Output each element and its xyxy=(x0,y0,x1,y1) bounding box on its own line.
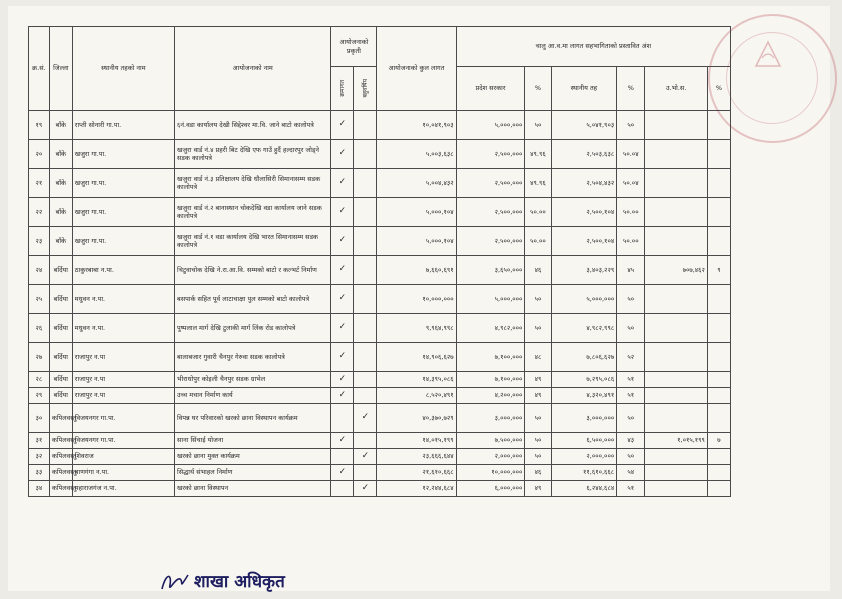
consumer-percent-cell xyxy=(707,465,730,481)
district-cell: कपिलवस्तु xyxy=(49,465,72,481)
project-name-cell: खजुरा वार्ड नं.१ वडा कार्यालय देखि भारत सिमानासम्म सडक कालोपत्रे xyxy=(175,227,331,256)
province-share-cell: ५,०००,००० xyxy=(456,285,525,314)
province-percent-cell: ४६ xyxy=(525,256,551,285)
consumer-percent-cell xyxy=(707,314,730,343)
nature-new-tick: ✓ xyxy=(331,314,354,343)
total-cost-cell: ४०,३७०,७२९ xyxy=(377,404,456,433)
nature-new-tick: ✓ xyxy=(331,285,354,314)
consumer-percent-cell xyxy=(707,343,730,372)
signature-scribble xyxy=(158,569,192,595)
local-share-cell: ६,२४४,६८४ xyxy=(551,481,617,497)
local-percent-cell: ५०.०० xyxy=(617,227,645,256)
province-percent-cell: ४९ xyxy=(525,481,551,497)
nature-multiyear-tick xyxy=(354,343,377,372)
province-percent-cell: ५० xyxy=(525,404,551,433)
table-row xyxy=(29,256,731,285)
local-level-cell: खजुरा गा.पा. xyxy=(72,140,174,169)
emblem-icon xyxy=(748,36,788,76)
province-share-cell: ४,२००,००० xyxy=(456,388,525,404)
province-share-cell: ३,६५०,००० xyxy=(456,256,525,285)
header-serial-number: क्र.सं. xyxy=(29,27,50,111)
serial-cell: २८ xyxy=(29,372,50,388)
local-level-cell: खजुरा गा.पा. xyxy=(72,227,174,256)
consumer-percent-cell xyxy=(707,111,730,140)
table-row xyxy=(29,433,731,449)
nature-new-tick: ✓ xyxy=(331,111,354,140)
local-share-cell: ३,४०३,२२९ xyxy=(551,256,617,285)
local-share-cell: २,५००,१०४ xyxy=(551,198,617,227)
province-share-cell: २,५००,००० xyxy=(456,198,525,227)
project-name-cell: खजुरा वार्ड नं.२ बानास्थान चोकदेखि वडा कार्यालय जाने सडक कालोपत्रे xyxy=(175,198,331,227)
nature-multiyear-tick xyxy=(354,227,377,256)
province-share-cell: ५,०००,००० xyxy=(456,111,525,140)
consumer-percent-cell xyxy=(707,140,730,169)
project-name-cell: खजुरा वार्ड नं.४ प्रहरी बिट देखि एफ गाउँ हुदैं हल्दारपुर जोड्ने सडक कालोपत्रे xyxy=(175,140,331,169)
nature-new-tick xyxy=(331,481,354,497)
district-cell: बर्दिया xyxy=(49,285,72,314)
project-name-cell: सिद्धार्थ संभाहल निर्माण xyxy=(175,465,331,481)
header-nature-multiyear: बहुवर्षिय xyxy=(354,67,377,111)
nature-new-tick: ✓ xyxy=(331,388,354,404)
header-local-level: स्थानीय तहको नाम xyxy=(72,27,174,111)
local-share-cell: ११,६१०,६६८ xyxy=(551,465,617,481)
nature-multiyear-tick xyxy=(354,388,377,404)
total-cost-cell: ९,९६४,९९८ xyxy=(377,314,456,343)
local-share-cell: २,५०४,४३२ xyxy=(551,169,617,198)
nature-new-tick: ✓ xyxy=(331,465,354,481)
total-cost-cell: २१,६१०,६६८ xyxy=(377,465,456,481)
nature-new-tick: ✓ xyxy=(331,169,354,198)
province-share-cell: ७,१००,००० xyxy=(456,343,525,372)
total-cost-cell: १०,०४१,९०३ xyxy=(377,111,456,140)
local-share-cell: ३,०००,००० xyxy=(551,404,617,433)
total-cost-cell: ७,६६०,६९१ xyxy=(377,256,456,285)
total-cost-cell: ८,५२०,४९१ xyxy=(377,388,456,404)
local-share-cell: २,०००,००० xyxy=(551,449,617,465)
consumer-share-cell xyxy=(645,111,708,140)
province-percent-cell: ४९.९६ xyxy=(525,169,551,198)
local-percent-cell: ५० xyxy=(617,404,645,433)
header-consumer-percent: % xyxy=(707,67,730,111)
serial-cell: २५ xyxy=(29,285,50,314)
total-cost-cell: १४,९०६,६२७ xyxy=(377,343,456,372)
nature-multiyear-tick xyxy=(354,372,377,388)
local-share-cell: २,५०३,६३८ xyxy=(551,140,617,169)
local-percent-cell: ५४ xyxy=(617,465,645,481)
header-nature-new: क्रमागत xyxy=(331,67,354,111)
nature-multiyear-tick xyxy=(354,111,377,140)
consumer-share-cell xyxy=(645,372,708,388)
nature-new-tick xyxy=(331,449,354,465)
local-percent-cell: ५० xyxy=(617,111,645,140)
district-cell: कपिलवस्तु xyxy=(49,433,72,449)
nature-new-tick: ✓ xyxy=(331,140,354,169)
consumer-percent-cell xyxy=(707,404,730,433)
serial-cell: २७ xyxy=(29,343,50,372)
signature-block xyxy=(158,569,285,599)
district-cell: बर्दिया xyxy=(49,256,72,285)
nature-multiyear-tick xyxy=(354,433,377,449)
local-level-cell: खजुरा गा.पा. xyxy=(72,169,174,198)
nature-new-tick: ✓ xyxy=(331,372,354,388)
province-percent-cell: ५०.०० xyxy=(525,227,551,256)
district-cell: कपिलवस्तु xyxy=(49,449,72,465)
project-name-cell: उच्च मचान निर्माण कार्य xyxy=(175,388,331,404)
serial-cell: ३३ xyxy=(29,465,50,481)
serial-cell: ३० xyxy=(29,404,50,433)
table-row xyxy=(29,481,731,497)
header-project-name: आयोजनाको नाम xyxy=(175,27,331,111)
consumer-percent-cell xyxy=(707,198,730,227)
project-name-cell: खरको छाना विस्थापन xyxy=(175,481,331,497)
nature-multiyear-tick xyxy=(354,140,377,169)
table-row xyxy=(29,404,731,433)
nature-new-tick: ✓ xyxy=(331,433,354,449)
province-share-cell: १०,०००,००० xyxy=(456,465,525,481)
nature-new-tick xyxy=(331,404,354,433)
province-percent-cell: ४९ xyxy=(525,388,551,404)
header-project-nature: आयोजनाको प्रकृती xyxy=(331,27,377,67)
nature-multiyear-tick xyxy=(354,285,377,314)
local-level-cell: राजापुर न.पा xyxy=(72,343,174,372)
serial-cell: ३४ xyxy=(29,481,50,497)
local-share-cell: ७,२९५,०८६ xyxy=(551,372,617,388)
province-share-cell: २,०००,००० xyxy=(456,449,525,465)
table-row xyxy=(29,314,731,343)
consumer-share-cell: ७०७,४६२ xyxy=(645,256,708,285)
nature-multiyear-tick: ✓ xyxy=(354,404,377,433)
consumer-percent-cell xyxy=(707,227,730,256)
header-local-share: स्थानीय तह xyxy=(551,67,617,111)
total-cost-cell: ५,००४,४३२ xyxy=(377,169,456,198)
serial-cell: २६ xyxy=(29,314,50,343)
project-name-cell: पुष्पलाल मार्ग देखि टुलाकी मार्ग लिंक रोड कालोपत्रे xyxy=(175,314,331,343)
district-cell: कपिलवस्तु xyxy=(49,481,72,497)
province-share-cell: २,५००,००० xyxy=(456,140,525,169)
signature-designation: शाखा अधिकृत xyxy=(194,572,285,592)
header-consumer-share: उ.भो.स. xyxy=(645,67,708,111)
table-row xyxy=(29,227,731,256)
local-level-cell: राप्ती सोनारी गा.पा. xyxy=(72,111,174,140)
table-row xyxy=(29,169,731,198)
local-level-cell: मधुवन न.पा. xyxy=(72,314,174,343)
consumer-share-cell xyxy=(645,465,708,481)
table-row xyxy=(29,388,731,404)
total-cost-cell: १४,०१५,१९९ xyxy=(377,433,456,449)
local-share-cell: ४,९८२,९९८ xyxy=(551,314,617,343)
consumer-percent-cell xyxy=(707,169,730,198)
table-row xyxy=(29,449,731,465)
project-name-cell: खरको छाना मुक्त कार्यक्रम xyxy=(175,449,331,465)
province-percent-cell: ४९.९६ xyxy=(525,140,551,169)
project-name-cell: बसपार्क सहित पूर्व लाटाचाक्षा पुल सम्मको बाटो कालोपत्रे xyxy=(175,285,331,314)
district-cell: बर्दिया xyxy=(49,314,72,343)
district-cell: बाँके xyxy=(49,169,72,198)
district-cell: कपिलवस्तु xyxy=(49,404,72,433)
local-share-cell: ७,८०६,६२७ xyxy=(551,343,617,372)
province-share-cell: ४,९८२,००० xyxy=(456,314,525,343)
local-share-cell: ६,५००,००० xyxy=(551,433,617,449)
total-cost-cell: ५,००३,६३८ xyxy=(377,140,456,169)
district-cell: बर्दिया xyxy=(49,372,72,388)
province-percent-cell: ५० xyxy=(525,449,551,465)
total-cost-cell: २३,६६६,६४४ xyxy=(377,449,456,465)
header-district: जिल्ला xyxy=(49,27,72,111)
consumer-share-cell xyxy=(645,169,708,198)
consumer-share-cell xyxy=(645,481,708,497)
serial-cell: २९ xyxy=(29,388,50,404)
project-name-cell: ६नं.वडा कार्यालय देखी सिद्देश्वर मा.वि. जाने बाटो कालोपत्रे xyxy=(175,111,331,140)
province-percent-cell: ५० xyxy=(525,314,551,343)
local-share-cell: २,५००,१०४ xyxy=(551,227,617,256)
nature-new-tick: ✓ xyxy=(331,227,354,256)
district-cell: बाँके xyxy=(49,111,72,140)
total-cost-cell: १०,०००,००० xyxy=(377,285,456,314)
project-name-cell: चिटुवाचोक देखि ने.रा.आ.वि. सम्मको बाटो र कल्भर्ट निर्माण xyxy=(175,256,331,285)
serial-cell: २३ xyxy=(29,227,50,256)
local-percent-cell: ५०.०४ xyxy=(617,140,645,169)
local-share-cell: ४,३२०,४९१ xyxy=(551,388,617,404)
nature-multiyear-tick xyxy=(354,256,377,285)
province-share-cell: २,५००,००० xyxy=(456,227,525,256)
consumer-share-cell xyxy=(645,285,708,314)
serial-cell: २१ xyxy=(29,169,50,198)
header-province-share: प्रदेश सरकार xyxy=(456,67,525,111)
serial-cell: २४ xyxy=(29,256,50,285)
total-cost-cell: १४,३९५,०८६ xyxy=(377,372,456,388)
province-share-cell: ६,०००,००० xyxy=(456,481,525,497)
local-share-cell: ५,०४१,९०३ xyxy=(551,111,617,140)
local-percent-cell: ५१ xyxy=(617,481,645,497)
document-page xyxy=(8,6,830,591)
local-level-cell: बाणगंगा न.पा. xyxy=(72,465,174,481)
local-level-cell: महाराजगंज न.पा. xyxy=(72,481,174,497)
consumer-percent-cell xyxy=(707,388,730,404)
local-level-cell: ठाकुरबाबा न.पा. xyxy=(72,256,174,285)
serial-cell: ३१ xyxy=(29,433,50,449)
province-share-cell: ३,०००,००० xyxy=(456,404,525,433)
table-row xyxy=(29,372,731,388)
district-cell: बर्दिया xyxy=(49,343,72,372)
nature-new-tick: ✓ xyxy=(331,198,354,227)
serial-cell: १९ xyxy=(29,111,50,140)
total-cost-cell: १२,२४४,६८४ xyxy=(377,481,456,497)
local-percent-cell: ५० xyxy=(617,314,645,343)
district-cell: बाँके xyxy=(49,140,72,169)
project-name-cell: विपन्न घर परिवारको खरको छाना विस्थापन कार्यक्रम xyxy=(175,404,331,433)
district-cell: बाँके xyxy=(49,227,72,256)
nature-multiyear-tick xyxy=(354,465,377,481)
province-percent-cell: ५०.०० xyxy=(525,198,551,227)
consumer-share-cell xyxy=(645,227,708,256)
local-percent-cell: ५० xyxy=(617,285,645,314)
consumer-share-cell xyxy=(645,314,708,343)
project-name-cell: साना सिंचाई योजना xyxy=(175,433,331,449)
province-percent-cell: ५० xyxy=(525,433,551,449)
local-level-cell: विजयनगर गा.पा. xyxy=(72,433,174,449)
consumer-percent-cell xyxy=(707,285,730,314)
province-percent-cell: ४६ xyxy=(525,465,551,481)
province-share-cell: २,५००,००० xyxy=(456,169,525,198)
project-name-cell: बालाबजार गुवारी चैनपुर गेरुवा सडक कालोपत्रे xyxy=(175,343,331,372)
local-level-cell: राजापुर न.पा xyxy=(72,372,174,388)
local-percent-cell: ५१ xyxy=(617,388,645,404)
district-cell: बाँके xyxy=(49,198,72,227)
local-share-cell: ५,०००,००० xyxy=(551,285,617,314)
project-name-cell: भीराधोपुर कोइली चैनपुर सडक ग्राभेल xyxy=(175,372,331,388)
consumer-share-cell xyxy=(645,343,708,372)
table-row xyxy=(29,198,731,227)
province-percent-cell: ४९ xyxy=(525,372,551,388)
nature-multiyear-tick: ✓ xyxy=(354,481,377,497)
total-cost-cell: ५,०००,१०४ xyxy=(377,227,456,256)
table-row xyxy=(29,111,731,140)
project-table xyxy=(28,26,731,497)
local-percent-cell: ५० xyxy=(617,449,645,465)
header-total-cost: आयोजनाको कुल लागत xyxy=(377,27,456,111)
local-percent-cell: ५२ xyxy=(617,343,645,372)
local-level-cell: खजुरा गा.पा. xyxy=(72,198,174,227)
consumer-percent-cell xyxy=(707,372,730,388)
nature-multiyear-tick xyxy=(354,169,377,198)
serial-cell: ३२ xyxy=(29,449,50,465)
province-share-cell: ७,५००,००० xyxy=(456,433,525,449)
district-cell: बर्दिया xyxy=(49,388,72,404)
table-row xyxy=(29,465,731,481)
header-province-percent: % xyxy=(525,67,551,111)
province-share-cell: ७,१००,००० xyxy=(456,372,525,388)
consumer-percent-cell xyxy=(707,481,730,497)
consumer-share-cell xyxy=(645,198,708,227)
nature-multiyear-tick xyxy=(354,314,377,343)
consumer-share-cell xyxy=(645,404,708,433)
local-percent-cell: ४५ xyxy=(617,256,645,285)
province-percent-cell: ४८ xyxy=(525,343,551,372)
local-level-cell: राजापुर न.पा xyxy=(72,388,174,404)
table-row xyxy=(29,343,731,372)
nature-new-tick: ✓ xyxy=(331,256,354,285)
consumer-share-cell xyxy=(645,140,708,169)
consumer-percent-cell: ७ xyxy=(707,433,730,449)
local-percent-cell: ४३ xyxy=(617,433,645,449)
serial-cell: २० xyxy=(29,140,50,169)
province-percent-cell: ५० xyxy=(525,285,551,314)
total-cost-cell: ५,०००,१०४ xyxy=(377,198,456,227)
table-row xyxy=(29,140,731,169)
consumer-share-cell xyxy=(645,449,708,465)
project-name-cell: खजुरा वार्ड नं.३ प्रतिक्षालय देखि धौलासिरी सिमानासम्म सडक कालोपत्रे xyxy=(175,169,331,198)
province-percent-cell: ५० xyxy=(525,111,551,140)
consumer-percent-cell xyxy=(707,449,730,465)
local-level-cell: विजयनगर गा.पा. xyxy=(72,404,174,433)
nature-multiyear-tick xyxy=(354,198,377,227)
consumer-share-cell: १,०१५,१९९ xyxy=(645,433,708,449)
local-percent-cell: ५०.०४ xyxy=(617,169,645,198)
serial-cell: २२ xyxy=(29,198,50,227)
local-percent-cell: ५१ xyxy=(617,372,645,388)
table-row xyxy=(29,285,731,314)
local-level-cell: मधुवन न.पा. xyxy=(72,285,174,314)
header-local-percent: % xyxy=(617,67,645,111)
local-percent-cell: ५०.०० xyxy=(617,198,645,227)
local-level-cell: शिवराज xyxy=(72,449,174,465)
consumer-share-cell xyxy=(645,388,708,404)
nature-multiyear-tick: ✓ xyxy=(354,449,377,465)
nature-new-tick: ✓ xyxy=(331,343,354,372)
header-cost-share: चालु आ.व.मा लागत सहभागिताको प्रस्तावित अंश xyxy=(456,27,730,67)
consumer-percent-cell: ९ xyxy=(707,256,730,285)
